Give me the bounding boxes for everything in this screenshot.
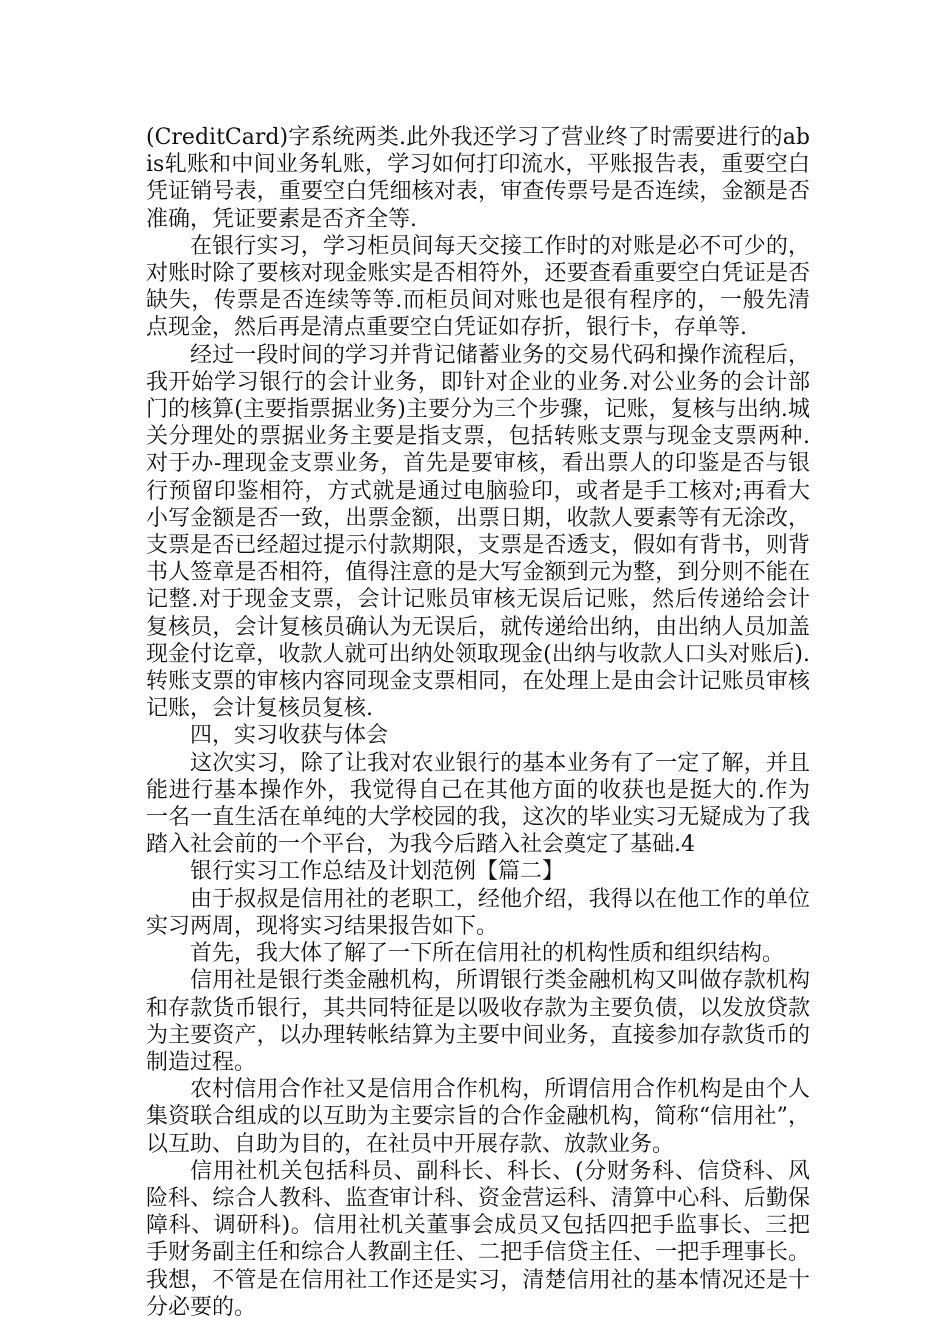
paragraph-internship-gains: 这次实习，除了让我对农业银行的基本业务有了一定了解，并且能进行基本操作外，我觉得自己在其他方面的收获也是挺大的.作为一名一直生活在单纯的大学校园的我，这次的毕业实习无疑成为了我踏入社会前的一个平台，为我今后踏入社会奠定了基础.4 [146,750,810,858]
paragraph-intro-credit-union: 由于叔叔是信用社的老职工，经他介绍，我得以在他工作的单位实习两周，现将实习结果报告如下。 [146,886,810,939]
paragraph-credit-union-structure: 信用社机关包括科员、副科长、科长、(分财务科、信贷科、风险科、综合人教科、监查审计科、资金营运科、清算中心科、后勤保障科、调研科)。信用社机关董事会成员又包括四把手监事长、三把手财务副主任和综合人教副主任、二把手信贷主任、一把手理事长。我想，不管是在信用社工作还是实习，清楚信用社的基本情况还是十分必要的。 [146,1158,810,1320]
paragraph-credit-union-definition: 信用社是银行类金融机构，所谓银行类金融机构又叫做存款机构和存款货币银行，其共同特征是以吸收存款为主要负债，以发放贷款为主要资产，以办理转帐结算为主要中间业务，直接参加存款货币的制造过程。 [146,968,810,1075]
paragraph-continuation: (CreditCard)字系统两类.此外我还学习了营业终了时需要进行的abis轧账和中间业务轧账，学习如何打印流水，平账报告表，重要空白凭证销号表，重要空白凭细核对表，审查传票号是否连续，金额是否准确，凭证要素是否齐全等. [146,125,810,232]
paragraph-teller-reconciliation: 在银行实习，学习柜员间每天交接工作时的对账是必不可少的，对账时除了要核对现金账实是否相符外，还要查看重要空白凭证是否缺失，传票是否连续等等.而柜员间对账也是很有程序的，一般先清点现金，然后再是清点重要空白凭证如存折，银行卡，存单等. [146,233,810,341]
paragraph-organization-overview: 首先，我大体了解了一下所在信用社的机构性质和组织结构。 [190,941,785,967]
document-body [146,124,810,1321]
paragraph-accounting-business: 经过一段时间的学习并背记储蓄业务的交易代码和操作流程后，我开始学习银行的会计业务，即针对企业的业务.对公业务的会计部门的核算(主要指票据业务)主要分为三个步骤，记账，复核与出纳.城关分理处的票据业务主要是指支票，包括转账支票与现金支票两种.对于办-理现金支票业务，首先是要审核，看出票人的印鉴是否与银行预留印鉴相符，方式就是通过电脑验印，或者是手工核对;再看大小写金额是否一致，出票金额，出票日期，收款人要素等有无涂改，支票是否已经超过提示付款期限，支票是否透支，假如有背书，则背书人签章是否相符，值得注意的是大写金额到元为整，到分则不能在记整.对于现金支票，会计记账员审核无误后记账，然后传递给会计复核员，会计复核员确认为无误后，就传递给出纳，由出纳人员加盖现金付讫章，收款人就可出纳处领取现金(出纳与收款人口头对账后).转账支票的审核内容同现金支票相同，在处理上是由会计记账员审核记账，会计复核员复核. [146,342,810,722]
article-heading-part-two: 银行实习工作总结及计划范例【篇二】 [190,859,565,885]
section-heading-internship-gains: 四，实习收获与体会 [190,723,389,749]
paragraph-rural-credit-cooperative: 农村信用合作社又是信用合作机构，所谓信用合作机构是由个人集资联合组成的以互助为主要宗旨的合作金融机构，简称“信用社”，以互助、自助为目的，在社员中开展存款、放款业务。 [146,1077,810,1157]
